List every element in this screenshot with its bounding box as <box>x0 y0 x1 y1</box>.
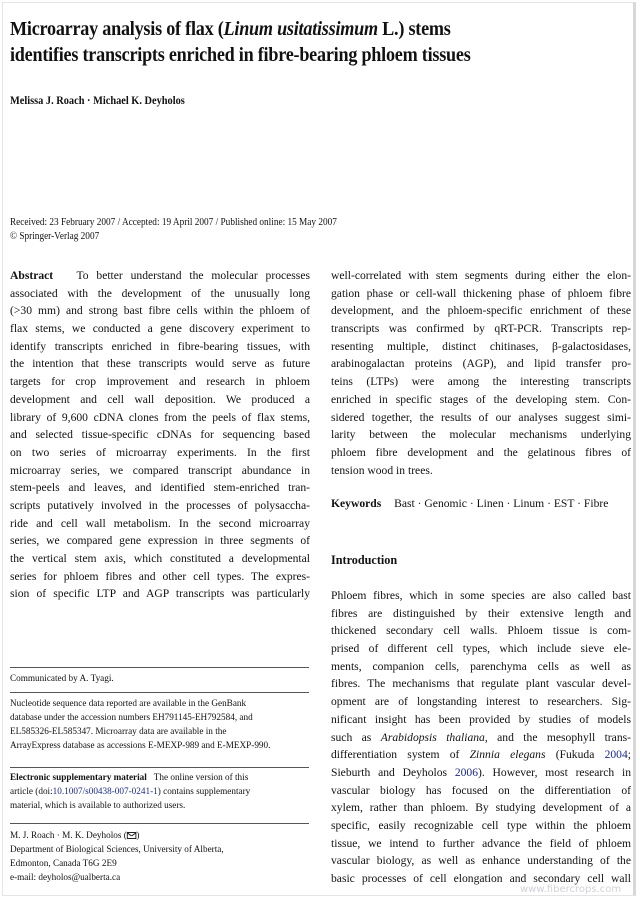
publication-history <box>10 216 337 244</box>
history-dates: Received: 23 February 2007 / Accepted: 19 April 2007 / Published online: 15 May 2007 <box>10 217 337 228</box>
intro-line: vascular biology, as well as enhance understanding of the <box>331 854 631 868</box>
abstract-line: resenting multiple, distinct chitinases, β-galactosidases, <box>331 339 631 353</box>
watermark: www.fibercrops.com <box>520 884 622 895</box>
intro-line: fibres are distinguished by their extensive length and <box>331 606 631 620</box>
abstract-line: tension wood in trees. <box>331 463 433 477</box>
note-line: Nucleotide sequence data reported are available in the GenBank <box>10 698 247 709</box>
note-line: ArrayExpress database as accessions E-MEXP-989 and E-MEXP-990. <box>10 740 271 751</box>
affil-email[interactable]: e-mail: deyholos@ualberta.ca <box>10 872 121 883</box>
intro-line: prised of different cell types, which include sieve ele- <box>331 642 631 656</box>
abstract-line: associated with the development of the unusually long <box>10 286 310 300</box>
intro-line: tissue, we intend to further advance the field of phloem <box>331 836 631 850</box>
title-text: L.) stems <box>377 19 451 40</box>
envelope-icon <box>127 830 140 841</box>
abstract-line: sidered together, the results of our analyses suggest simi- <box>331 410 631 424</box>
abstract-line: development, and the phloem-specific enrichment of these <box>331 304 631 318</box>
abstract-line: the intention that these transcripts would serve as future <box>10 357 310 371</box>
keywords-list: Bast · Genomic · Linen · Linum · EST · Fibre <box>394 497 609 510</box>
affil-authors: M. J. Roach · M. K. Deyholos ( <box>10 830 127 841</box>
abstract-line: and selected tissue-specific cDNAs for sequencing based <box>10 428 310 442</box>
abstract-line: development and cell wall deposition. We produced a <box>10 392 310 406</box>
text: ; <box>627 748 631 762</box>
abstract-line: arabinogalactan proteins (AGP), and lipid transfer pro- <box>331 357 631 371</box>
abstract-line: transcripts was confirmed by qRT-PCR. Transcripts rep- <box>331 322 631 336</box>
abstract-line: series for phloem fibres and other cell types. The expres- <box>10 569 310 583</box>
sequence-data-note <box>10 697 300 753</box>
communicated-by: Communicated by A. Tyagi. <box>10 673 114 684</box>
title-line-2: identifies transcripts enriched in fibre-bearing phloem tissues <box>10 45 471 66</box>
note-line: database under the accession numbers EH791145-EH792584, and <box>10 712 253 723</box>
intro-line: opment are of longstanding interest to researchers. Sig- <box>331 695 631 709</box>
text: differentiation system of <box>331 748 470 762</box>
abstract-line: (>30 mm) and strong bast fibre cells within the phloem of <box>10 304 310 318</box>
intro-line: basic processes of cell elongation and secondary cell wall <box>331 872 631 885</box>
abstract-line: the vertical stem axis, which constituted a developmental <box>10 552 310 565</box>
abstract-line: series, we compared gene expression in three segments of <box>10 534 310 548</box>
text: such as <box>331 730 381 744</box>
text: , and the mesophyll trans- <box>484 730 631 744</box>
species-name: Linum usitatissimum <box>223 19 378 40</box>
intro-line <box>331 746 631 764</box>
intro-line: Phloem fibres, which in some species are also called bast <box>331 589 631 602</box>
abstract-line: well-correlated with stem segments during either the elon- <box>331 269 631 282</box>
authors: Melissa J. Roach · Michael K. Deyholos <box>10 95 185 107</box>
intro-line: specific, easily recognizable cell type within the phloem <box>331 818 631 832</box>
text: (Fukuda <box>545 748 605 762</box>
abstract-line: targets for crop improvement and research in phloem <box>10 375 310 389</box>
doi-link[interactable]: 10.1007/s00438-007-0241-1 <box>52 786 158 797</box>
abstract-line: library of 9,600 cDNA clones from the peels of flax stems, <box>10 410 310 424</box>
text: Sieburth and Deyholos <box>331 765 455 779</box>
abstract-line: enriched in specific stages of the developing stem. Con- <box>331 392 631 406</box>
abstract-right-column <box>331 267 631 479</box>
species-name: Zinnia elegans <box>469 748 546 762</box>
abstract-label: Abstract <box>10 269 54 282</box>
abstract-left-column <box>10 267 310 603</box>
text: ) <box>136 830 140 841</box>
intro-line <box>331 764 631 782</box>
abstract-line: microarray series, we compared transcript abundance in <box>10 463 310 477</box>
abstract-line: flax stems, we conducted a gene discovery experiment to <box>10 322 310 336</box>
text: article (doi: <box>10 786 53 797</box>
introduction-body <box>331 587 631 888</box>
abstract-line: teins (LTPs) were among the interesting transcripts <box>331 375 631 389</box>
esm-label: Electronic supplementary material <box>10 772 147 783</box>
intro-line: xylem, rather than phloem. By studying development of a <box>331 801 631 815</box>
intro-line: nificant insight has been provided by studies of models <box>331 712 631 726</box>
note-line: EL585326-EL585347. Microarray data are available in the <box>10 726 227 737</box>
abstract-line: on two series of microarray experiments. In the first <box>10 445 310 459</box>
abstract-line: larity between the molecular mechanisms underlying <box>331 428 631 442</box>
author-affiliation <box>10 829 300 885</box>
species-name: Arabidopsis thaliana <box>380 730 485 744</box>
citation-link-fukuda-2004[interactable]: 2004 <box>604 748 628 762</box>
intro-line <box>331 729 631 747</box>
keywords-label: Keywords <box>331 497 382 510</box>
intro-line: fibres. The mechanisms that regulate plant vascular devel- <box>331 677 631 691</box>
note-line: The online version of this <box>153 772 249 783</box>
footnote-divider <box>10 767 309 768</box>
text: ) contains supplementary <box>157 786 251 797</box>
intro-line: vascular biology has focused on the differentiation of <box>331 783 631 797</box>
title-text: Microarray analysis of flax ( <box>10 19 224 40</box>
footnote-divider <box>10 667 309 668</box>
footnote-divider <box>10 823 309 824</box>
abstract-line: stem-peels and leaves, and identified stem-enriched tran- <box>10 481 310 495</box>
affil-city: Edmonton, Canada T6G 2E9 <box>10 858 117 869</box>
abstract-line: phloem fibre development and the gelatinous fibres of <box>331 445 631 459</box>
text: ). However, most research in <box>478 765 631 779</box>
section-heading-introduction: Introduction <box>331 553 398 567</box>
keywords <box>331 497 608 510</box>
note-line: material, which is available to authorized users. <box>10 800 186 811</box>
abstract-line: To better understand the molecular processes <box>76 269 310 282</box>
footnote-divider <box>10 692 309 693</box>
abstract-line: identify transcripts enriched in fibre-bearing tissues, with <box>10 339 310 353</box>
affil-department: Department of Biological Sciences, University of Alberta, <box>10 844 224 855</box>
intro-line: thickened secondary cell walls. Phloem tissue is com- <box>331 624 631 638</box>
article-title <box>10 17 577 69</box>
citation-link-sieburth-2006[interactable]: 2006 <box>454 765 478 779</box>
abstract-line: ride and cell wall metabolism. In the second microarray <box>10 516 310 530</box>
supplementary-material-note <box>10 771 300 813</box>
abstract-line: sion of specific LTP and AGP transcripts was particularly <box>10 587 310 601</box>
copyright: © Springer-Verlag 2007 <box>10 231 100 242</box>
intro-line: ments, companion cells, parenchyma cells as well as <box>331 659 631 673</box>
abstract-line: gation phase or cell-wall thickening phase of phloem fibre <box>331 286 631 300</box>
abstract-line: scripts putatively involved in the processes of polysaccha- <box>10 498 310 512</box>
